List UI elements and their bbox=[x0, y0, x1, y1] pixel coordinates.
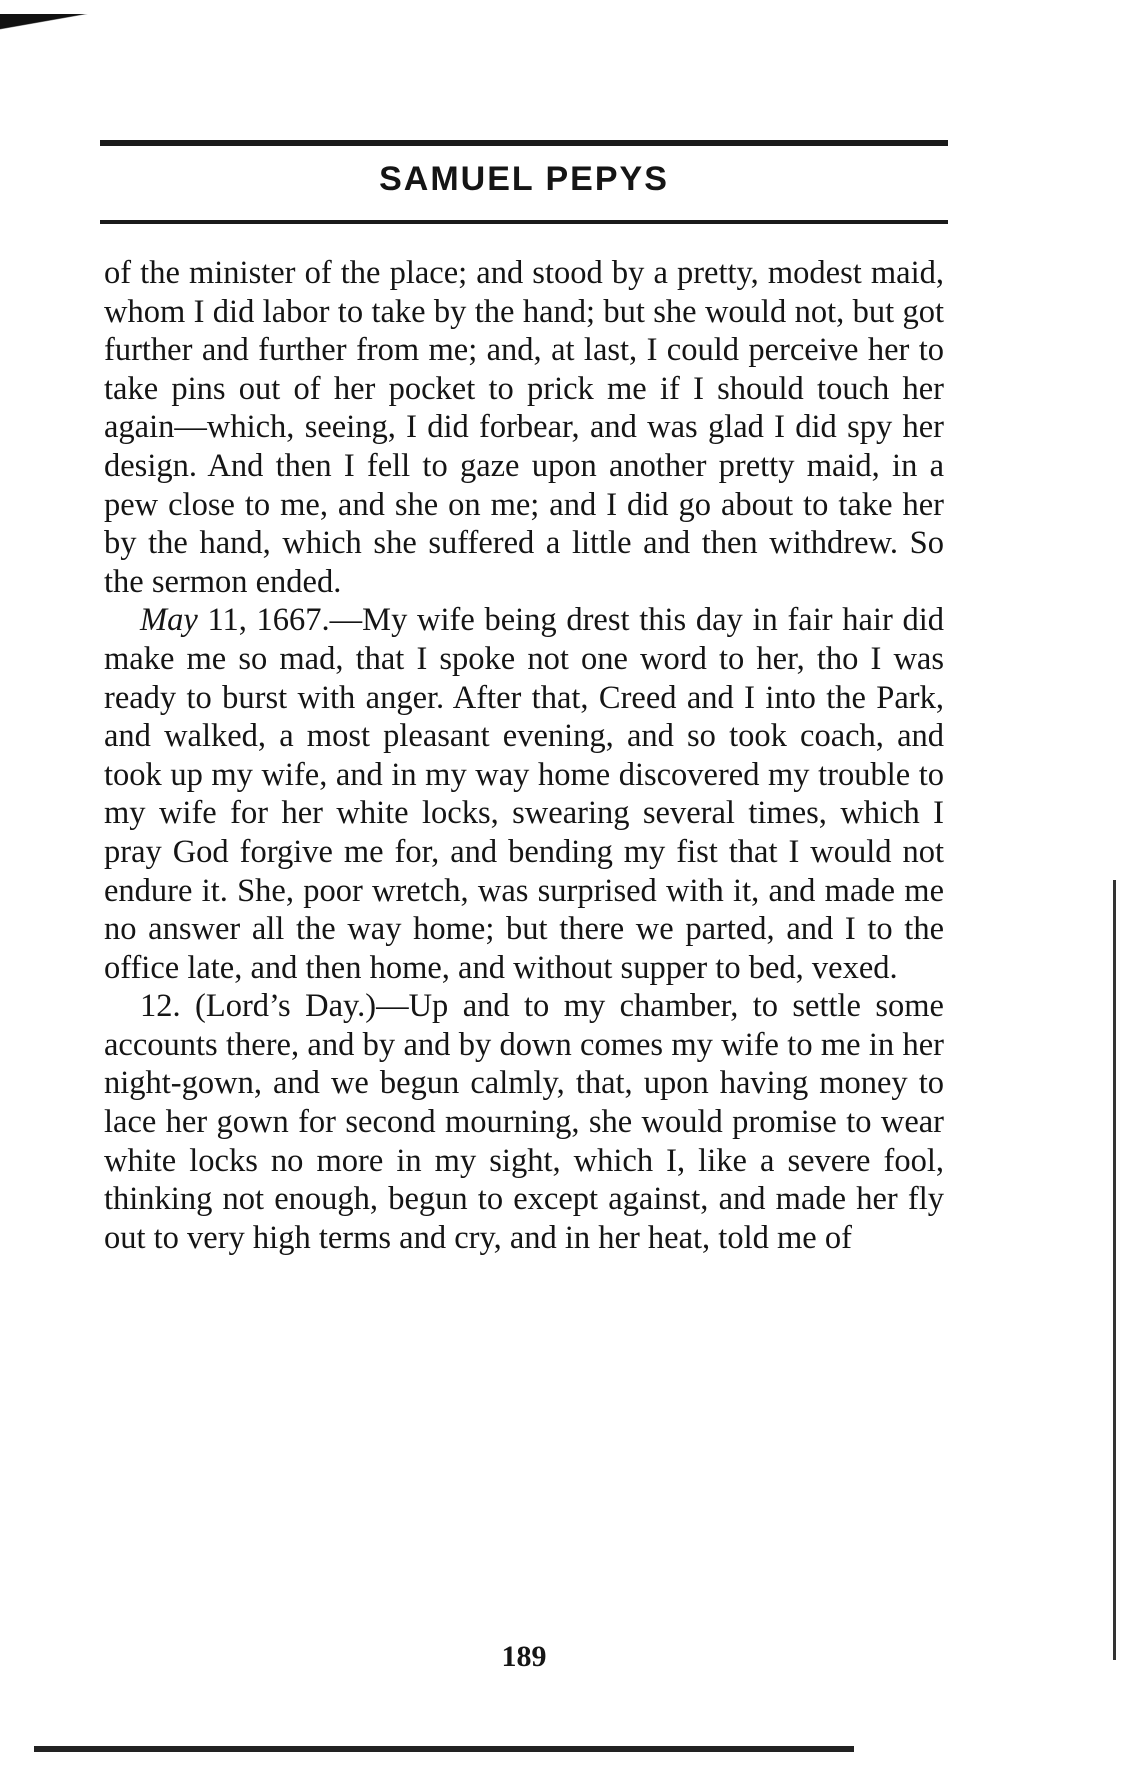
page-number: 189 bbox=[501, 1640, 547, 1673]
paragraph-may-11 bbox=[104, 601, 944, 987]
header-rule-top bbox=[100, 140, 948, 146]
entry-may-11-text: 11, 1667.—My wife being drest this day in fair hair did make me so mad, that I spoke not one word to her, tho I was ready to burst with anger. After that, Creed and I into the Park, and walked, a most pleasant evening, and so took coach, and took up my wife, and in my way home discovered my trouble to my wife for her white locks, swearing several times, which I pray God forgive me for, and bending my fist that I would not endure it. She, poor wretch, was surprised with it, and made me no answer all the way home; but there we parted, and I to the office late, and then home, and without supper to bed, vexed. bbox=[104, 602, 944, 986]
running-head: SAMUEL PEPYS bbox=[379, 160, 669, 198]
header-rule-bottom bbox=[100, 220, 948, 224]
paragraph-may-12: 12. (Lord’s Day.)—Up and to my chamber, to settle some accounts there, and by and by down comes my wife to me in her night-gown, and we begun calmly, that, upon having money to lace her gown for second mourning, she would promise to wear white locks no more in my sight, which I, like a severe fool, thinking not enough, begun to except against, and made her fly out to very high terms and cry, and in her heat, told me of bbox=[104, 988, 944, 1256]
paragraph-continuation: of the minister of the place; and stood by a pretty, modest maid, whom I did labor to take by the hand; but she would not, but got further and further from me; and, at last, I could perceive her to take pins out of her pocket to prick me if I should touch her again—which, seeing, I did forbear, and was glad I did spy her design. And then I fell to gaze upon another pretty maid, in a pew close to me, and she on me; and I did go about to take her by the hand, which she suffered a little and then withdrew. So the sermon ended. bbox=[104, 255, 944, 600]
scan-artifact-bottom-edge bbox=[34, 1746, 854, 1752]
scan-artifact-top-left bbox=[0, 14, 120, 42]
page-text bbox=[104, 254, 944, 1257]
scan-artifact-right-edge bbox=[1113, 880, 1116, 1660]
entry-month: May bbox=[140, 602, 198, 639]
